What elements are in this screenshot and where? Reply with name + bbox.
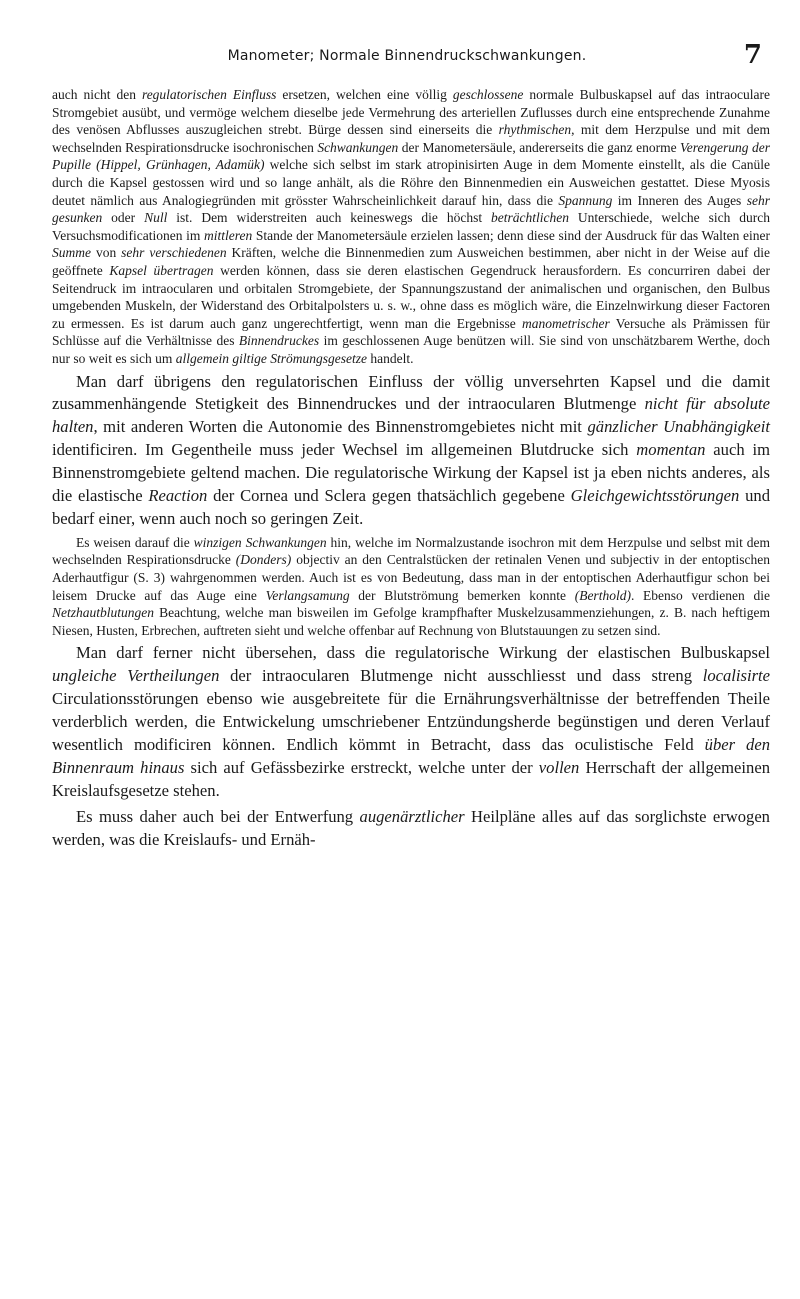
text-run: im Inneren des Auges — [612, 192, 747, 208]
text-run: ist. Dem widerstreiten auch keineswegs die höchst — [167, 210, 492, 226]
italic-run: allgemein giltige Strömungsgesetze — [175, 350, 367, 366]
italic-run: Summe — [52, 245, 91, 261]
text-run: oder — [102, 210, 145, 226]
page-header — [52, 40, 762, 76]
text-run: Kräften, welche die Binnenmedien zum Ausweichen bestimmen, aber nicht in der Weise auf die geöffnete — [52, 245, 770, 278]
italic-run: rhythmischen — [498, 122, 572, 138]
text-run: Unterschiede, welche sich durch Versuchsmodificationen im — [52, 210, 770, 243]
text-run: Herrschaft der allgemeinen Kreislaufsgesetze stehen. — [52, 757, 770, 800]
text-run: werden können, dass sie deren elastischen Gegendruck herausfordern. Es concurriren dabei der Seitendruck im intraocularen und orbitalen Stromgebiete, der Spannungszustand der animalischen und organischen, den Bulbus umgebenden Muskeln, der Widerstand des Orbitalpolsters u. s. w., ohne dass es möglich wäre, die Einzelnwirkung dieser Factoren zu ermessen. Es ist darum auch ganz ungerechtfertigt, wenn man die Ergebnisse — [52, 262, 770, 331]
text-run: Versuche als Prämissen für Schlüsse auf die Verhältnisse des — [52, 315, 771, 349]
italic-run: ungleiche Vertheilungen — [52, 666, 220, 686]
text-run: Es muss daher auch bei der Entwerfung — [76, 806, 360, 826]
italic-run: Kapsel übertragen — [109, 262, 214, 278]
text-run: Beachtung, welche man bisweilen im Gefolge krampfhafter Muskelzusammenziehungen, z. B. nach heftigem Niesen, Husten, Erbrechen, auftreten sieht und welche offenbar auf Rechnung von Blutstauungen zu setzen sind. — [52, 605, 770, 638]
text-run: Stande der Manometersäule erzielen lassen; denn diese sind der Ausdruck für das Walten einer — [252, 227, 771, 243]
paragraph-main-text — [52, 806, 770, 852]
italic-run: sehr verschiedenen — [121, 245, 227, 261]
text-run: auch nicht den — [52, 87, 142, 102]
italic-run: geschlossene — [452, 87, 524, 102]
text-run: identificiren. Im Gegentheile muss jeder Wechsel im allgemeinen Blutdrucke sich — [52, 440, 637, 460]
text-run: ersetzen, welchen eine völlig — [276, 87, 453, 102]
text-run: , mit dem Herzpulse und mit dem wechselnden Respirationsdrucke isochronischen — [52, 122, 770, 155]
italic-run: nicht für absolute halten — [52, 394, 770, 437]
text-run: der Blutströmung bemerken konnte — [349, 587, 575, 603]
italic-run: momentan — [636, 440, 706, 460]
text-run: von — [91, 245, 122, 261]
text-run: welche sich selbst im stark atropinisirten Auge in dem Momente einstellt, als die Canüle durch die Kapsel gestossen wird und so lange anhält, als die Röhre den Binnenmedien ein Ausweichen gestattet. Diese Myosis deutet nämlich aus Analogiegründen mit grösster Wahrscheinlichkeit darauf hin, dass die — [52, 157, 770, 208]
italic-run: Netzhautblutungen — [52, 605, 154, 621]
italic-run: über den Binnenraum hinaus — [52, 735, 771, 777]
text-run: und bedarf einer, wenn auch noch so geringen Zeit. — [52, 486, 770, 528]
italic-run: mittleren — [203, 227, 253, 243]
text-run: der Manometersäule, andererseits die ganz enorme — [398, 139, 681, 155]
paragraph-main-text — [52, 371, 770, 531]
text-run: sich auf Gefässbezirke erstreckt, welche unter der — [184, 757, 539, 777]
text-run: Man darf übrigens den regulatorischen Einfluss der völlig unversehrten Kapsel und die damit zusammenhängende Stetigkeit des Binnendruckes und der intraocularen Blutmenge — [52, 371, 770, 414]
italic-run: augenärztlicher — [359, 806, 465, 826]
text-run: der Cornea und Sclera gegen thatsächlich gegebene — [207, 486, 571, 506]
italic-run: Null — [144, 210, 168, 226]
paragraph-small-print — [52, 86, 770, 368]
italic-run: vollen — [538, 757, 580, 777]
italic-run: Spannung — [558, 192, 613, 208]
page-number: 7 — [743, 40, 762, 70]
text-run: der intraocularen Blutmenge nicht ausschliesst und dass streng — [219, 666, 703, 686]
text-run: handelt. — [366, 350, 414, 366]
text-run: , mit anderen Worten die Autonomie des Binnenstromgebietes nicht mit — [93, 417, 588, 437]
text-run: hin, welche im Normalzustande isochron mit dem Herzpulse und selbst mit dem wechselnden Respirationsdrucke — [52, 534, 771, 568]
italic-run: Reaction — [148, 486, 208, 506]
text-run: Circulationsstörungen ebenso wie ausgebreitete für die Ernährungsverhältnisse der betreffenden Theile verderblich werden, die Entwickelung umschriebener Entzündungsherde begünstigen und deren Verlauf wesentlich modificiren können. Endlich kömmt in Betracht, dass das oculistische Feld — [52, 689, 770, 755]
italic-run: manometrischer — [522, 315, 610, 331]
italic-run: Schwankungen — [317, 139, 399, 155]
italic-run: gänzlicher Unabhängigkeit — [587, 417, 770, 437]
italic-run: Verengerung der Pupille (Hippel, Grünhagen, Adamük) — [52, 139, 770, 173]
italic-run: Verlangsamung — [265, 587, 350, 603]
running-title: Manometer; Normale Binnendruckschwankungen. — [227, 48, 587, 64]
text-run: objectiv an den Centralstücken der retinalen Venen und subjectiv in der entoptischen Aderhautfigur (S. 3) wahrgenommen werden. Auch ist es von Bedeutung, dass man in der entoptischen Aderhautfigur schon bei leisem Drucke auf das Auge eine — [52, 552, 770, 603]
text-run: . Ebenso verdienen die — [630, 587, 770, 603]
text-run: Heilpläne alles auf das sorglichste erwogen werden, was die Kreislaufs- und Ernäh- — [52, 806, 770, 849]
italic-run: regulatorischen Einfluss — [141, 87, 277, 102]
italic-run: beträchtlichen — [491, 210, 569, 226]
italic-run: Binnendruckes — [238, 333, 320, 349]
italic-run: Gleichgewichtsstörungen — [570, 486, 740, 506]
text-run: normale Bulbuskapsel auf das intraoculare Stromgebiet ausübt, und vermöge welchem dieselbe jede Vermehrung des arteriellen Zuflusses durch eine entsprechende Zunahme des venösen Abflusses auszugleichen strebt. Bürge dessen sind einerseits die — [52, 87, 770, 138]
text-run: im geschlossenen Auge benützen will. Sie sind von unschätzbarem Werthe, doch nur so weit es sich um — [52, 333, 771, 366]
text-run: auch im Binnenstromgebiete geltend machen. Die regulatorische Wirkung der Kapsel ist ja eben nichts anderes, als die elastische — [52, 440, 771, 506]
italic-run: localisirte — [702, 666, 771, 686]
italic-run: (Donders) — [235, 552, 292, 568]
italic-run: (Berthold) — [574, 587, 631, 603]
paragraph-small-print — [52, 534, 770, 640]
italic-run: winzigen Schwankungen — [193, 534, 327, 550]
body-text — [52, 86, 770, 852]
text-run: Man darf ferner nicht übersehen, dass die regulatorische Wirkung der elastischen Bulbuskapsel — [76, 643, 770, 663]
italic-run: sehr gesunken — [52, 192, 770, 226]
text-run: Es weisen darauf die — [76, 534, 194, 550]
paragraph-main-text — [52, 642, 770, 802]
